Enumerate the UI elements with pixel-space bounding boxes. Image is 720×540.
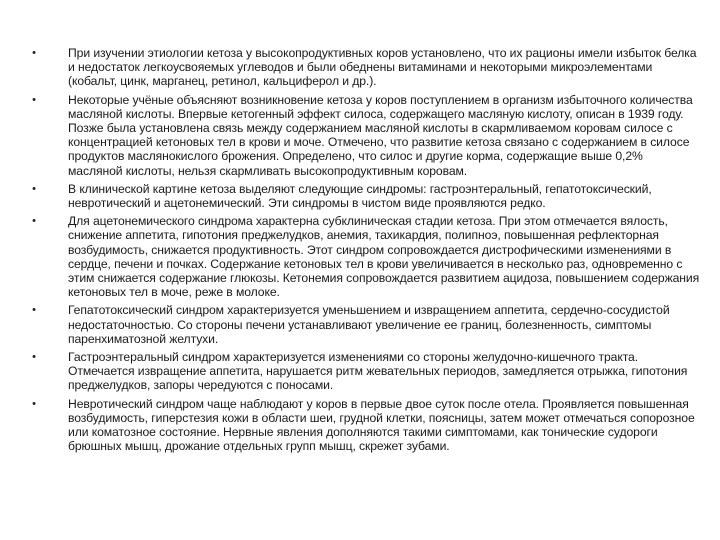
list-item-etiology <box>28 46 700 89</box>
list-item-gastroenteral <box>28 350 700 393</box>
paragraph-etiology: При изучении этиологии кетоза у высокопродуктивных коров установлено, что их рационы имели избыток белка и недостаток легкоусвояемых углеводов и были обеднены витаминами и некоторыми микроэлементами (кобальт, цинк, марганец, ретинол, кальциферол и др.). <box>68 46 697 89</box>
paragraph-gastroenteral: Гастроэнтеральный синдром характеризуется изменениями со стороны желудочно-кишечного тракта. Отмечается извращение аппетита, нарушается ритм жевательных периодов, замедляется отрыжка, гипотония преджелудков, запоры чередуются с поносами. <box>68 350 688 393</box>
paragraph-acetonemic: Для ацетонемического синдрома характерна субклиническая стадии кетоза. При этом отмечается вялость, снижение аппетита, гипотония преджелудков, анемия, тахикардия, полипноэ, повышенная рефлекторная возбудимость, снижается продуктивность. Этот синдром сопровождается дистрофическими изменениями в сердце, печени и почках. Содержание кетоновых тел в крови увеличивается в несколько раз, одновременно с этим снижается содержание глюкозы. Кетонемия сопровождается развитием ацидоза, повышением содержания кетоновых тел в моче, реже в молоке. <box>68 214 700 300</box>
bullet-marker: • <box>32 304 36 317</box>
bullet-marker: • <box>32 47 36 59</box>
paragraph-syndromes: В клинической картине кетоза выделяют следующие синдромы: гастроэнтеральный, гепатотоксический, невротический и ацетонемический. Эти синдромы в чистом виде проявляются редко. <box>68 181 652 211</box>
paragraph-butyric-acid: Некоторые учёные объясняют возникновение кетоза у коров поступлением в организм избыточного количества масляной кислоты. Впервые кетогенный эффект силоса, содержащего масляную кислоту, описан в 1939 году. Позже была установлена связь между содержанием масляной кислоты в скармливаемом коровам силосе с концентрацией кетоновых тел в крови и моче. Отмечено, что развитие кетоза связано с содержанием в силосе продуктов маслянокислого брожения. Определено, что силос и другие корма, содержащие выше 0,2% масляной кислоты, нельзя скармливать высокопродуктивным коровам. <box>68 92 693 178</box>
list-item-butyric-acid <box>28 93 700 178</box>
bullet-marker: • <box>32 351 36 364</box>
list-item-hepatotoxic <box>28 303 700 346</box>
bullet-marker: • <box>32 93 36 106</box>
list-item-syndromes <box>28 182 700 210</box>
paragraph-neurotic: Невротический синдром чаще наблюдают у коров в первые двое суток после отела. Проявляется повышенная возбудимость, гиперстезия кожи в области шеи, грудной клетки, поясницы, затем может отмечаться сопорозное или коматозное состояние. Нервные явления дополняются такими симптомами, как тонические судороги брюшных мышц, дрожание отдельных групп мышц, скрежет зубами. <box>68 396 695 454</box>
list-item-acetonemic <box>28 214 700 299</box>
bullet-marker: • <box>32 182 36 195</box>
list-item-neurotic <box>28 397 700 454</box>
bullet-list <box>28 46 700 457</box>
bullet-marker: • <box>32 215 36 228</box>
paragraph-hepatotoxic: Гепатотоксический синдром характеризуется уменьшением и извращением аппетита, сердечно-сосудистой недостаточностью. Со стороны печени устанавливают увеличение ее границ, болезненность, симптомы паренхиматозной желтухи. <box>68 303 670 346</box>
bullet-marker: • <box>32 397 36 410</box>
